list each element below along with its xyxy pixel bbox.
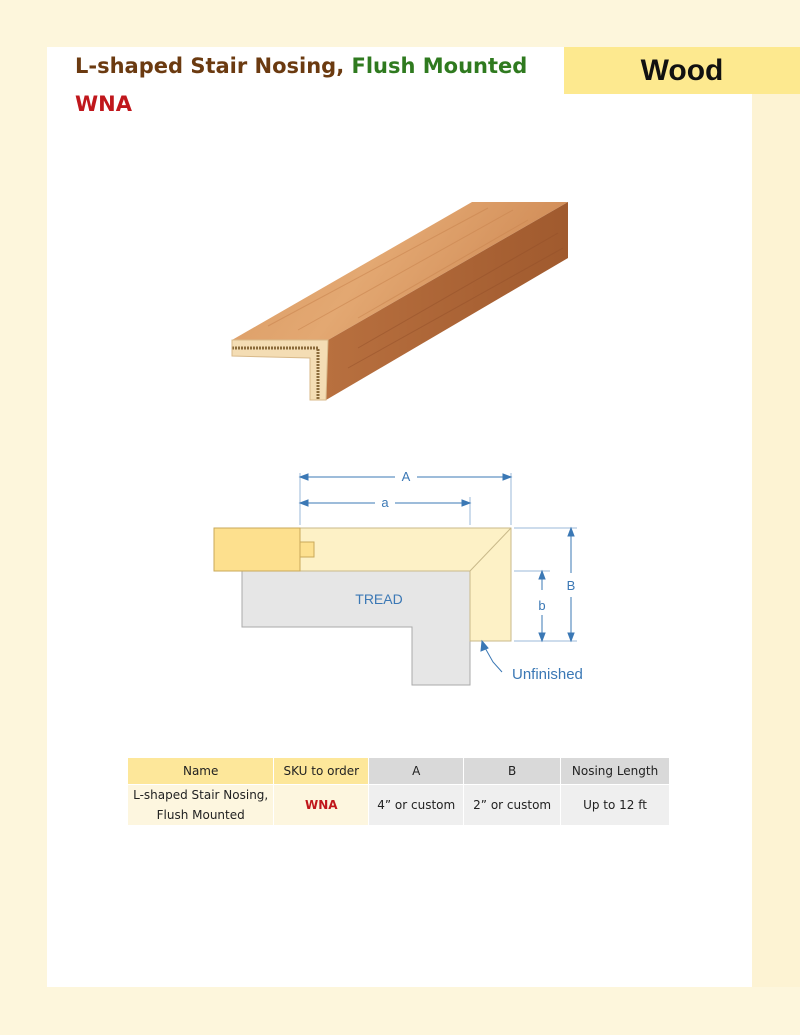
dimension-b-label: b <box>538 598 546 613</box>
product-render-image <box>228 198 573 403</box>
col-header-name: Name <box>128 758 274 785</box>
page-title <box>75 54 527 78</box>
dimension-B-label: B <box>566 578 576 593</box>
specs-table <box>128 758 670 825</box>
profile-diagram <box>205 465 600 690</box>
tread-label: TREAD <box>355 591 403 607</box>
title-product-type: L-shaped Stair Nosing, <box>75 54 345 78</box>
col-header-sku: SKU to order <box>274 758 369 785</box>
col-header-b: B <box>464 758 561 785</box>
col-header-a: A <box>369 758 464 785</box>
title-mount-type: Flush Mounted <box>351 54 528 78</box>
floor-board-shape <box>214 528 300 571</box>
table-row <box>128 785 670 826</box>
cell-name-line1: L-shaped Stair Nosing, <box>133 788 269 802</box>
category-label: Wood <box>640 53 724 87</box>
page-side-strip <box>752 94 800 1035</box>
dimension-A-label: A <box>401 469 411 484</box>
dimension-a-label: a <box>381 495 389 510</box>
cell-b: 2” or custom <box>464 785 561 826</box>
cell-a: 4” or custom <box>369 785 464 826</box>
cell-sku: WNA <box>274 785 369 826</box>
category-badge <box>564 47 800 94</box>
page-bottom-strip <box>0 987 800 1035</box>
col-header-length: Nosing Length <box>561 758 670 785</box>
cell-name <box>128 785 274 826</box>
table-header-row <box>128 758 670 785</box>
unfinished-label: Unfinished <box>512 666 583 683</box>
cell-length: Up to 12 ft <box>561 785 670 826</box>
tread-shape <box>242 571 470 685</box>
cell-name-line2: Flush Mounted <box>156 808 245 822</box>
sku-heading: WNA <box>75 92 132 116</box>
